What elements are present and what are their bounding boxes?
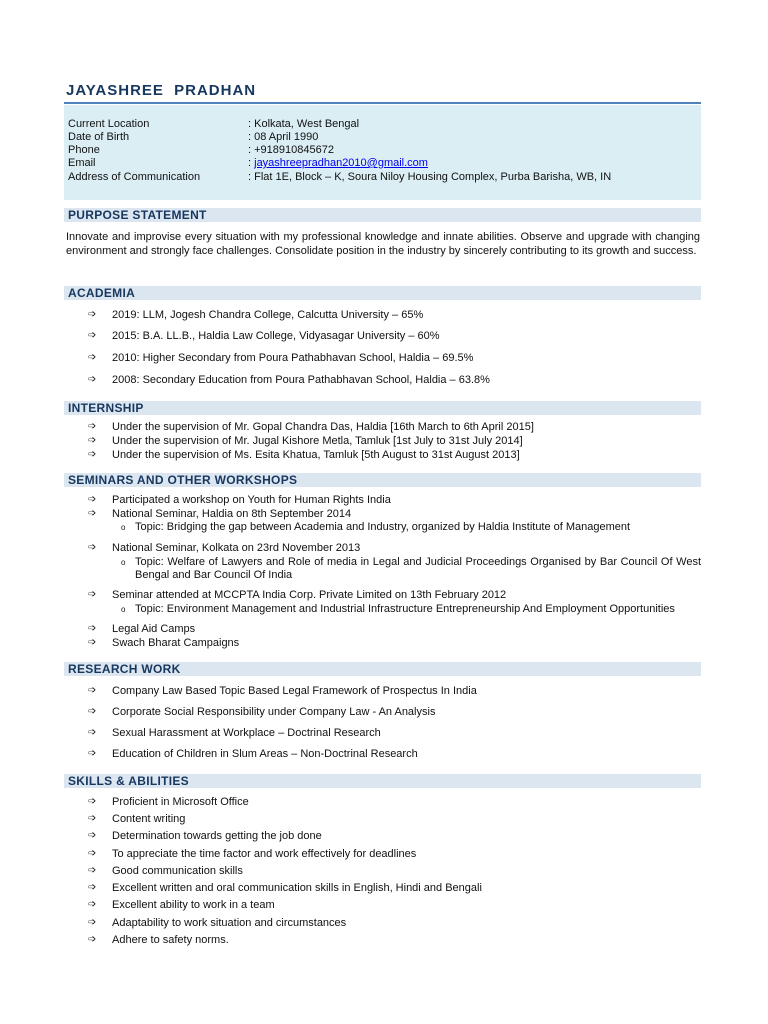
arrow-bullet-icon: ➩ [88, 449, 97, 460]
item-text: Adhere to safety norms. [112, 934, 229, 946]
arrow-bullet-icon: ➩ [88, 748, 97, 759]
arrow-bullet-icon: ➩ [88, 882, 97, 893]
info-value: : +918910845672 [248, 144, 334, 156]
email-prefix: : [248, 157, 255, 169]
list-item [88, 420, 534, 434]
info-label: Current Location [68, 118, 150, 130]
item-text: Under the supervision of Mr. Jugal Kishore Metla, Tamluk [1st July to 31st July 2014] [112, 435, 523, 447]
arrow-bullet-icon: ➩ [88, 706, 97, 717]
item-text: Excellent written and oral communication skills in English, Hindi and Bengali [112, 882, 482, 894]
item-text: To appreciate the time factor and work effectively for deadlines [112, 848, 417, 860]
list-item [88, 636, 240, 650]
info-value: : 08 April 1990 [248, 131, 319, 143]
list-item [88, 916, 347, 930]
arrow-bullet-icon: ➩ [88, 623, 97, 634]
list-item [88, 541, 361, 555]
topic-text: Topic: Welfare of Lawyers and Role of media in Legal and Judicial Proceedings Organised by Bar Council Of West Bengal and Bar Council Of India [135, 556, 701, 581]
topic-item [121, 521, 701, 534]
item-text: Education of Children in Slum Areas – Non-Doctrinal Research [112, 748, 418, 760]
item-text: National Seminar, Haldia on 8th September 2014 [112, 508, 352, 520]
item-text: Participated a workshop on Youth for Human Rights India [112, 494, 391, 506]
arrow-bullet-icon: ➩ [88, 494, 97, 505]
item-text: Company Law Based Topic Based Legal Framework of Prospectus In India [112, 685, 477, 697]
item-text: Adaptability to work situation and circumstances [112, 917, 347, 929]
arrow-bullet-icon: ➩ [88, 330, 97, 341]
topic-item [121, 556, 701, 582]
item-text: Sexual Harassment at Workplace – Doctrinal Research [112, 727, 381, 739]
arrow-bullet-icon: ➩ [88, 309, 97, 320]
arrow-bullet-icon: ➩ [88, 542, 97, 553]
email-link[interactable]: jayashreepradhan2010@gmail.com [254, 157, 428, 169]
item-text: 2010: Higher Secondary from Poura Pathabhavan School, Haldia – 69.5% [112, 352, 474, 364]
arrow-bullet-icon: ➩ [88, 508, 97, 519]
arrow-bullet-icon: ➩ [88, 848, 97, 859]
info-label: Address of Communication [68, 171, 201, 183]
info-value: : Flat 1E, Block – K, Soura Niloy Housing Complex, Purba Barisha, WB, IN [248, 171, 612, 183]
list-item [88, 881, 482, 895]
arrow-bullet-icon: ➩ [88, 796, 97, 807]
item-text: Swach Bharat Campaigns [112, 637, 240, 649]
item-text: Legal Aid Camps [112, 623, 196, 635]
item-text: National Seminar, Kolkata on 23rd November 2013 [112, 542, 361, 554]
list-item [88, 684, 477, 698]
arrow-bullet-icon: ➩ [88, 435, 97, 446]
item-text: Good communication skills [112, 865, 243, 877]
list-item [88, 493, 391, 507]
arrow-bullet-icon: ➩ [88, 352, 97, 363]
item-text: Proficient in Microsoft Office [112, 796, 249, 808]
arrow-bullet-icon: ➩ [88, 830, 97, 841]
circle-bullet-icon: o [121, 605, 126, 614]
arrow-bullet-icon: ➩ [88, 685, 97, 696]
list-item [88, 829, 322, 843]
candidate-name: JAYASHREE PRADHAN [66, 82, 257, 99]
circle-bullet-icon: o [121, 558, 126, 567]
arrow-bullet-icon: ➩ [88, 421, 97, 432]
item-text: Seminar attended at MCCPTA India Corp. Private Limited on 13th February 2012 [112, 589, 507, 601]
section-heading-purpose: PURPOSE STATEMENT [64, 208, 701, 222]
item-text: Determination towards getting the job done [112, 830, 322, 842]
topic-text: Topic: Bridging the gap between Academia and Industry, organized by Haldia Institute of Management [135, 521, 631, 533]
item-text: Under the supervision of Mr. Gopal Chandra Das, Haldia [16th March to 6th April 2015] [112, 421, 534, 433]
arrow-bullet-icon: ➩ [88, 813, 97, 824]
arrow-bullet-icon: ➩ [88, 637, 97, 648]
list-item [88, 864, 243, 878]
info-value [248, 157, 428, 170]
info-label: Date of Birth [68, 131, 130, 143]
item-text: 2015: B.A. LL.B., Haldia Law College, Vidyasagar University – 60% [112, 330, 440, 342]
arrow-bullet-icon: ➩ [88, 917, 97, 928]
list-item [88, 795, 249, 809]
list-item [88, 308, 424, 322]
circle-bullet-icon: o [121, 523, 126, 532]
list-item [88, 812, 186, 826]
topic-item [121, 603, 701, 616]
list-item [88, 329, 440, 343]
info-value: : Kolkata, West Bengal [248, 118, 360, 130]
list-item [88, 507, 352, 521]
section-heading-skills: SKILLS & ABILITIES [64, 774, 701, 788]
list-item [88, 705, 436, 719]
arrow-bullet-icon: ➩ [88, 899, 97, 910]
list-item [88, 448, 520, 462]
list-item [88, 588, 507, 602]
info-label: Phone [68, 144, 100, 156]
info-label: Email [68, 157, 96, 169]
arrow-bullet-icon: ➩ [88, 727, 97, 738]
list-item [88, 933, 229, 947]
list-item [88, 351, 474, 365]
topic-text: Topic: Environment Management and Industrial Infrastructure Entrepreneurship And Employment Opportunities [135, 603, 675, 615]
section-heading-research: RESEARCH WORK [64, 662, 701, 676]
item-text: 2008: Secondary Education from Poura Pathabhavan School, Haldia – 63.8% [112, 374, 490, 386]
list-item [88, 434, 523, 448]
list-item [88, 726, 381, 740]
list-item [88, 373, 490, 387]
section-heading-academia: ACADEMIA [64, 286, 701, 300]
list-item [88, 898, 275, 912]
item-text: 2019: LLM, Jogesh Chandra College, Calcutta University – 65% [112, 309, 424, 321]
list-item [88, 747, 418, 761]
purpose-text: Innovate and improvise every situation with my professional knowledge and innate abilities. Observe and upgrade with changing environment and strongly face challenges. Consolidate position in the industry by sincerely contributing to its growth and success. [66, 231, 700, 257]
section-heading-seminars: SEMINARS AND OTHER WORKSHOPS [64, 473, 701, 487]
list-item [88, 847, 417, 861]
arrow-bullet-icon: ➩ [88, 934, 97, 945]
item-text: Under the supervision of Ms. Esita Khatua, Tamluk [5th August to 31st August 2013] [112, 449, 520, 461]
contact-info-box [64, 105, 701, 200]
list-item [88, 622, 196, 636]
header-rule [64, 102, 701, 104]
item-text: Corporate Social Responsibility under Company Law - An Analysis [112, 706, 436, 718]
arrow-bullet-icon: ➩ [88, 374, 97, 385]
section-heading-internship: INTERNSHIP [64, 401, 701, 415]
arrow-bullet-icon: ➩ [88, 589, 97, 600]
arrow-bullet-icon: ➩ [88, 865, 97, 876]
item-text: Content writing [112, 813, 186, 825]
item-text: Excellent ability to work in a team [112, 899, 275, 911]
